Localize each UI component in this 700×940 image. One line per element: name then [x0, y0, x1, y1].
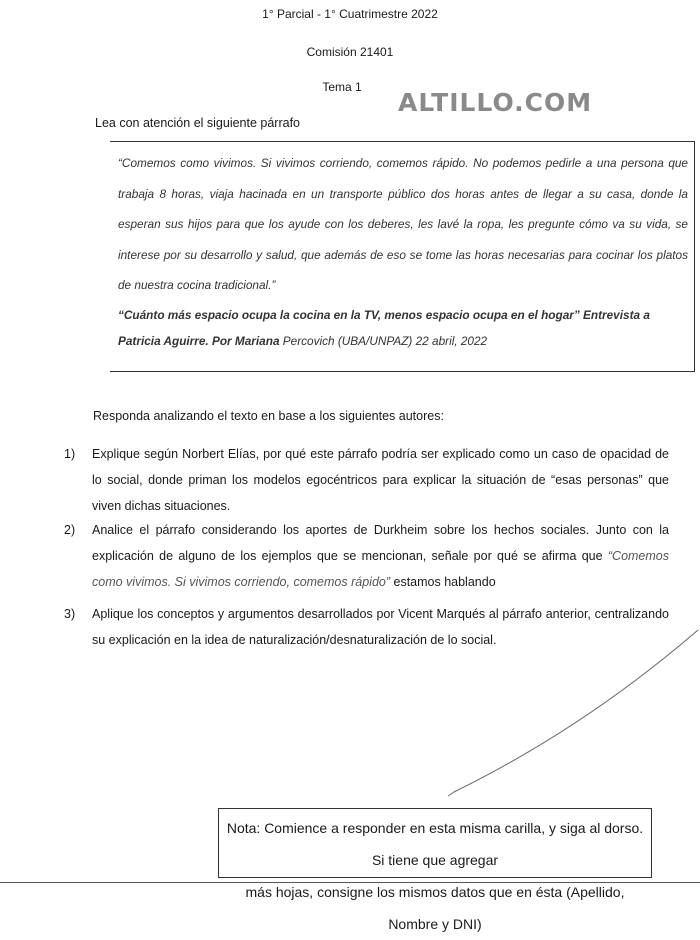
- diagonal-strike-line: [440, 620, 700, 800]
- question-3: Aplique los conceptos y argumentos desarrollados por Vicent Marqués al párrafo anterior, centralizando su explicación en la idea de naturalización/desnaturalización de lo social.: [92, 607, 669, 647]
- quote-text: “Comemos como vivimos. Si vivimos corriendo, comemos rápido. No podemos pedirle a una persona que trabaja 8 horas, viaja hacinada en un transporte público dos horas antes de llegar a su casa, donde la esperan sus hijos para que los ayude con los deberes, les lavé la ropa, les pregunte cómo va su vida, se interese por su desarrollo y salud, que además de eso se tome las horas necesarias para cocinar los platos de nuestra cocina tradicional.”: [118, 156, 688, 292]
- question-1: Explique según Norbert Elías, por qué este párrafo podría ser explicado como un caso de opacidad de lo social, donde priman los modelos egocéntricos para explicar la situación de “esas personas” que viven dichas situaciones.: [92, 447, 669, 513]
- question-number: 1): [64, 447, 76, 461]
- question-2-tail: estamos hablando: [390, 575, 496, 589]
- note-line-2: más hojas, consigne los mismos datos que en ésta (Apellido, Nombre y DNI): [245, 884, 625, 932]
- question-number: 3): [64, 607, 76, 621]
- citation-title: “Cuánto más espacio ocupa la cocina en la TV, menos espacio ocupa en el hogar” Entrevista a Patricia Aguirre. Por Mariana: [118, 308, 650, 348]
- question-number: 2): [64, 523, 76, 537]
- commission: Comisión 21401: [306, 45, 394, 59]
- instructions: Responda analizando el texto en base a los siguientes autores:: [93, 409, 444, 423]
- note-line-1: Nota: Comience a responder en esta misma carilla, y siga al dorso. Si tiene que agregar: [226, 820, 644, 868]
- exam-title: 1° Parcial - 1° Cuatrimestre 2022: [262, 7, 438, 21]
- citation-source: Percovich (UBA/UNPAZ) 22 abril, 2022: [279, 334, 488, 348]
- question-2-text: Analice el párrafo considerando los aportes de Durkheim sobre los hechos sociales. Junto con la explicación de alguno de los ejemplos que se mencionan, señale por qué se afirma que: [92, 523, 669, 563]
- intro-text: Lea con atención el siguiente párrafo: [95, 116, 301, 130]
- watermark: ALTILLO.COM: [398, 88, 593, 117]
- note-box: [218, 808, 652, 932]
- question-2: [92, 517, 669, 595]
- bottom-rule: [0, 882, 700, 883]
- quote-box: [110, 141, 695, 372]
- question-2-quote: “Comemos como vivimos. Si vivimos corriendo, comemos rápido”: [92, 549, 669, 589]
- topic: Tema 1: [322, 80, 362, 94]
- quote-citation: [118, 302, 688, 354]
